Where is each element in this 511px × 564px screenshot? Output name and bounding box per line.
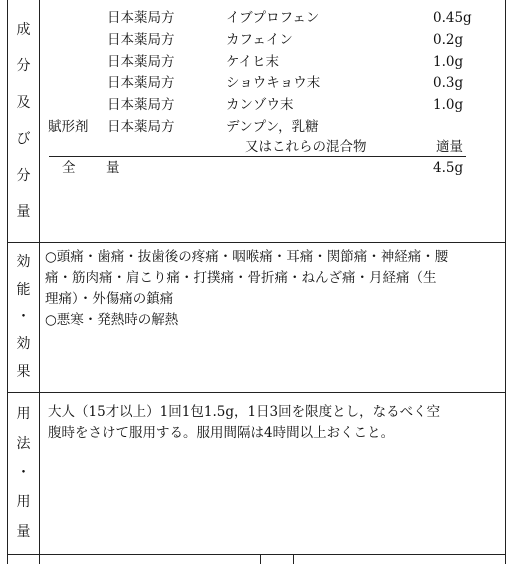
total-label-2: 量 [106,160,120,176]
ingredient-source: 日本薬局方 [107,97,175,113]
dosage-line: 大人（15才以上）1回1包1.5g，1日3回を限度とし，なるべく空 [48,404,441,420]
ingredient-amount: 0.45g [433,10,472,26]
bottom-box-edge [293,554,294,564]
excipient-name-cont: 又はこれらの混合物 [245,139,367,155]
efficacy-text [45,247,503,331]
efficacy-line: ○頭痛・歯痛・抜歯後の疼痛・咽喉痛・耳痛・関節痛・神経痛・腰 [45,249,449,265]
dosage-label: 用 法 ・ 用 量 [16,406,31,540]
total-rule [49,156,466,157]
ingredient-source: 日本薬局方 [107,54,175,70]
drug-info-table [7,0,506,564]
excipient-name: デンプン，乳糖 [226,119,319,135]
efficacy-line: 理痛）・外傷痛の鎮痛 [45,291,174,307]
ingredient-source: 日本薬局方 [107,75,175,91]
ingredients-label: 成 分 及 び 分 量 [16,21,31,221]
ingredient-amount: 0.2g [433,32,464,48]
ingredient-name: ショウキョウ末 [226,75,321,91]
efficacy-line: 痛・筋肉痛・肩こり痛・打撲痛・骨折痛・ねんざ痛・月経痛（生 [45,270,437,286]
ingredient-name: イブプロフェン [226,10,320,26]
efficacy-line: ○悪寒・発熱時の解熱 [45,312,179,328]
section-divider [8,554,505,555]
ingredient-source: 日本薬局方 [107,10,175,26]
efficacy-label: 効 能 ・ 効 果 [16,254,31,380]
ingredient-amount: 1.0g [433,97,464,113]
dosage-text [48,402,503,444]
section-divider [8,392,505,393]
total-label: 全 [62,160,76,176]
excipient-category: 賦形剤 [48,119,89,135]
section-divider [8,242,505,243]
ingredient-name: カンゾウ末 [226,97,294,113]
ingredient-name: ケイヒ末 [226,54,280,70]
bottom-box-edge [260,554,261,564]
ingredient-amount: 1.0g [433,54,464,70]
ingredient-source: 日本薬局方 [107,32,175,48]
dosage-line: 腹時をさけて服用する。服用間隔は4時間以上おくこと。 [48,425,395,441]
ingredient-name: カフェイン [226,32,293,48]
ingredient-amount: 0.3g [433,75,464,91]
total-amount: 4.5g [433,160,464,176]
excipient-source: 日本薬局方 [107,119,175,135]
label-column-divider [39,0,40,564]
excipient-amount: 適量 [436,139,463,155]
